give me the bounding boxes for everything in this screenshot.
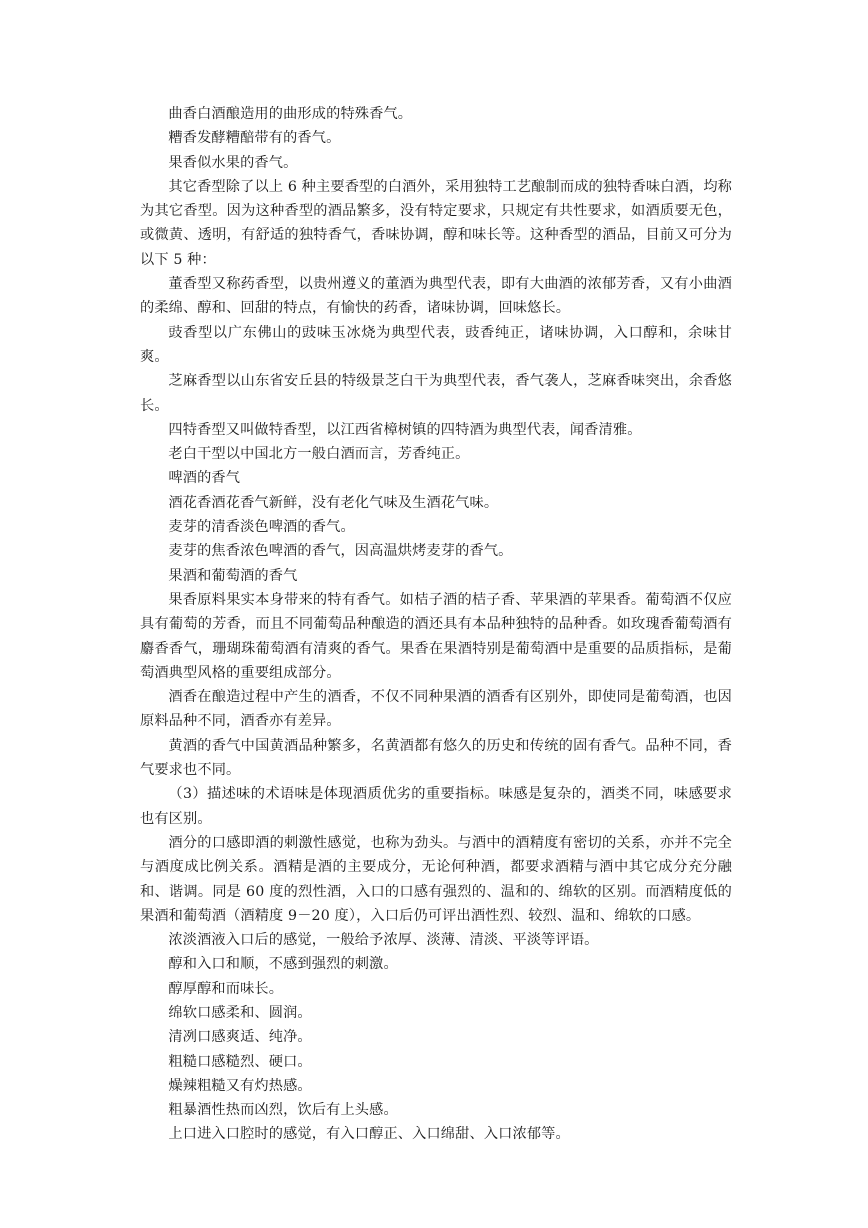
paragraph: 粗暴酒性热而凶烈，饮后有上头感。	[168, 1102, 398, 1119]
paragraph: 粗糙口感糙烈、硬口。	[168, 1053, 312, 1070]
paragraph: 豉香型以广东佛山的豉味玉冰烧为典型代表，豉香纯正，诸味协调，入口醇和，余味甘爽。	[140, 324, 732, 365]
paragraph: 麦芽的清香淡色啤酒的香气。	[168, 519, 355, 536]
paragraph: 果香原料果实本身带来的特有香气。如桔子酒的桔子香、苹果酒的苹果香。葡萄酒不仅应具有葡萄的芳香，而且不同葡萄品种酿造的酒还具有本品种独特的品种香。如玫瑰香葡萄酒有麝香香气，珊瑚珠葡萄酒有清爽的香气。果香在果酒特别是葡萄酒中是重要的品质指标，是葡萄酒典型风格的重要组成部分。	[140, 591, 732, 681]
paragraph: 糟香发酵糟醅带有的香气。	[168, 130, 341, 147]
paragraph: 酒花香酒花香气新鲜，没有老化气味及生酒花气味。	[168, 494, 499, 511]
paragraph: 黄酒的香气中国黄酒品种繁多，名黄酒都有悠久的历史和传统的固有香气。品种不同，香气要求也不同。	[140, 737, 732, 779]
paragraph: 麦芽的焦香浓色啤酒的香气，因高温烘烤麦芽的香气。	[168, 543, 513, 560]
paragraph: 酒分的口感即酒的刺激性感觉，也称为劲头。与酒中的酒精度有密切的关系，亦并不完全与酒度成比例关系。酒精是酒的主要成分，无论何种酒，都要求酒精与酒中其它成分充分融和、谐调。同是 60 度的烈性酒，入口的口感有强烈的、温和的、绵软的区别。而酒精度低的果酒和葡萄酒（酒精度 9－20 度），入口后仍可评出酒性烈、较烈、温和、绵软的口感。	[140, 834, 732, 924]
paragraph: 董香型又称药香型，以贵州遵义的董酒为典型代表，即有大曲酒的浓郁芳香，又有小曲酒的柔绵、醇和、回甜的特点，有愉快的药香，诸味协调，回味悠长。	[140, 276, 732, 317]
paragraph: 绵软口感柔和、圆润。	[168, 1004, 312, 1021]
paragraph: 醇厚醇和而味长。	[168, 980, 284, 997]
section-heading: 果酒和葡萄酒的香气	[168, 567, 298, 584]
paragraph: 酒香在酿造过程中产生的酒香，不仅不同种果酒的酒香有区别外，即使同是葡萄酒，也因原料品种不同，酒香亦有差异。	[140, 689, 732, 730]
paragraph: 燥辣粗糙又有灼热感。	[168, 1077, 312, 1094]
paragraph: 醇和入口和顺，不感到强烈的刺激。	[168, 956, 398, 973]
paragraph: 曲香白酒酿造用的曲形成的特殊香气。	[168, 106, 413, 122]
paragraph: 其它香型除了以上 6 种主要香型的白酒外，采用独特工艺酿制而成的独特香味白酒，均称为其它香型。因为这种香型的酒品繁多，没有特定要求，只规定有共性要求，如酒质要无色，或微黄、透明，有舒适的独特香气，香味协调，醇和味长等。这种香型的酒品，目前又可分为以下 5 种：	[140, 178, 732, 268]
paragraph: 清冽口感爽适、纯净。	[168, 1029, 312, 1046]
paragraph: 芝麻香型以山东省安丘县的特级景芝白干为典型代表，香气袭人，芝麻香味突出，余香悠长。	[140, 373, 732, 414]
paragraph: 果香似水果的香气。	[168, 154, 298, 171]
paragraph: 上口进入口腔时的感觉，有入口醇正、入口绵甜、入口浓郁等。	[168, 1126, 570, 1143]
paragraph: 浓淡酒液入口后的感觉，一般给予浓厚、淡薄、清淡、平淡等评语。	[168, 932, 599, 949]
paragraph: （3）描述味的术语味是体现酒质优劣的重要指标。味感是复杂的，酒类不同，味感要求也有区别。	[140, 786, 732, 827]
document-body	[140, 102, 732, 1147]
paragraph: 老白干型以中国北方一般白酒而言，芳香纯正。	[168, 446, 470, 463]
section-heading: 啤酒的香气	[168, 470, 241, 487]
paragraph: 四特香型又叫做特香型，以江西省樟树镇的四特酒为典型代表，闻香清雅。	[168, 421, 642, 438]
